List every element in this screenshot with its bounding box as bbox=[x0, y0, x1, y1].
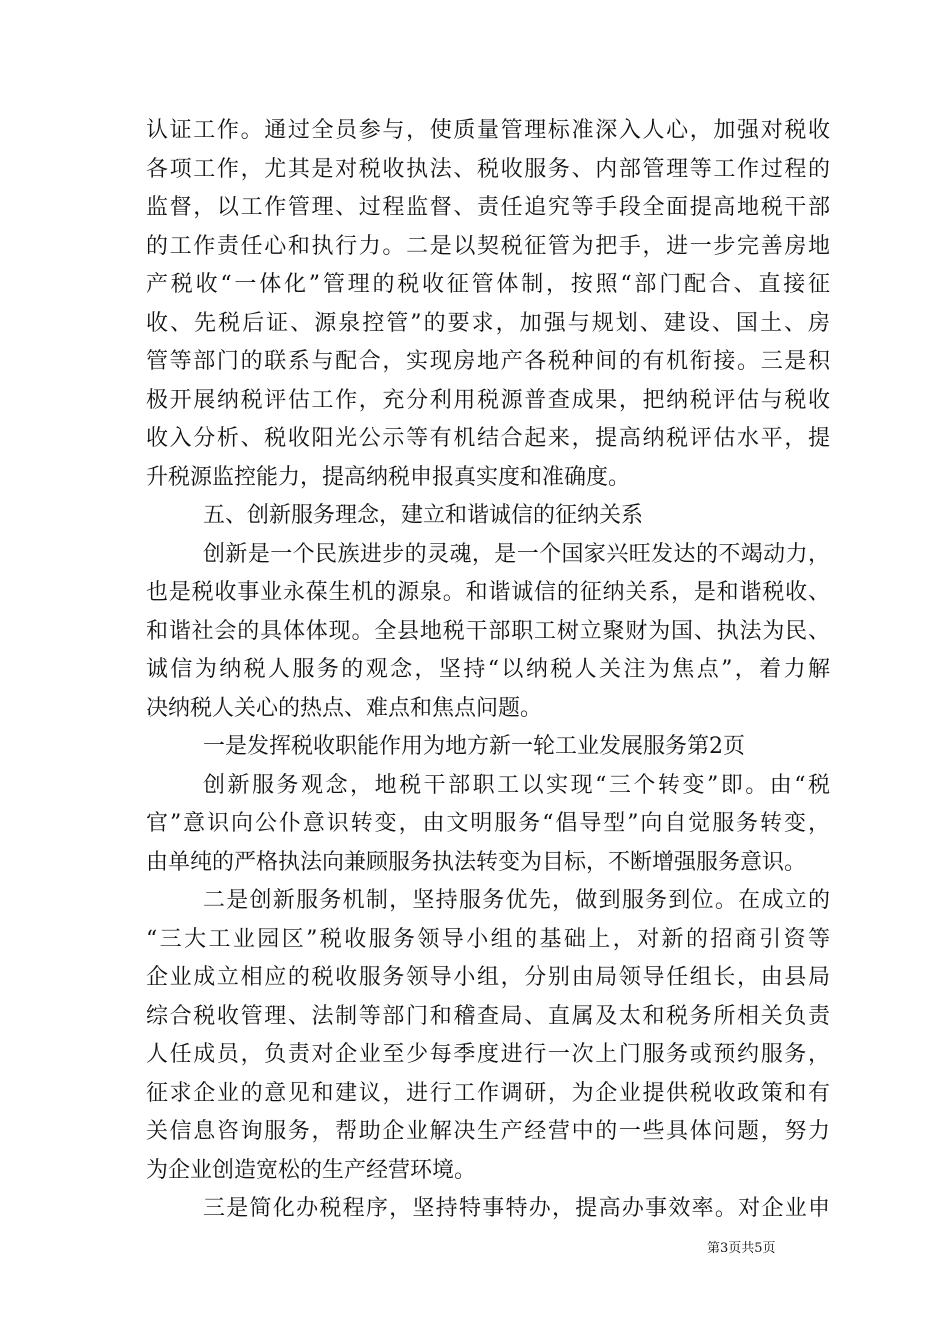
text-line: 收、先税后证、源泉控管”的要求，加强与规划、建设、国土、房 bbox=[146, 310, 830, 336]
text-line: 极开展纳税评估工作，充分利用税源普查成果，把纳税评估与税收 bbox=[146, 387, 830, 413]
text-line: 决纳税人关心的热点、难点和焦点问题。 bbox=[146, 695, 543, 721]
text-line: 监督，以工作管理、过程监督、责任追究等手段全面提高地税干部 bbox=[146, 195, 830, 220]
text-line: 人任成员，负责对企业至少每季度进行一次上门服务或预约服务， bbox=[146, 1042, 830, 1067]
text-line: 升税源监控能力，提高纳税申报真实度和准确度。 bbox=[146, 464, 631, 490]
section-heading: 五、创新服务理念，建立和谐诚信的征纳关系 bbox=[203, 503, 644, 528]
text-line: “三大工业园区”税收服务领导小组的基础上，对新的招商引资等 bbox=[146, 926, 830, 952]
text-line: 二是创新服务机制，坚持服务优先，做到服务到位。在成立的 bbox=[203, 888, 830, 913]
text-line: 关信息咨询服务，帮助企业解决生产经营中的一些具体问题，努力 bbox=[146, 1119, 830, 1144]
text-line: 管等部门的联系与配合，实现房地产各税种间的有机衔接。三是积 bbox=[146, 349, 830, 374]
text-line: 一是发挥税收职能作用为地方新一轮工业发展服务第2页 bbox=[203, 734, 745, 759]
text-line: 各项工作，尤其是对税收执法、税收服务、内部管理等工作过程的 bbox=[146, 156, 830, 182]
text-line: 官”意识向公仆意识转变，由文明服务“倡导型”向自觉服务转变， bbox=[146, 811, 830, 836]
text-line: 认证工作。通过全员参与，使质量管理标准深入人心，加强对税收 bbox=[146, 118, 830, 143]
text-line: 企业成立相应的税收服务领导小组，分别由局领导任组长，由县局 bbox=[146, 965, 830, 990]
text-line: 的工作责任心和执行力。二是以契税征管为把手，进一步完善房地 bbox=[146, 233, 830, 259]
text-line: 征求企业的意见和建议，进行工作调研，为企业提供税收政策和有 bbox=[146, 1080, 830, 1106]
text-line: 也是税收事业永葆生机的源泉。和谐诚信的征纳关系，是和谐税收、 bbox=[146, 580, 830, 605]
document-body bbox=[146, 112, 830, 1229]
text-line: 产税收“一体化”管理的税收征管体制，按照“部门配合、直接征 bbox=[146, 272, 830, 297]
text-line: 收入分析、税收阳光公示等有机结合起来，提高纳税评估水平，提 bbox=[146, 426, 830, 451]
text-line: 三是简化办税程序，坚持特事特办，提高办事效率。对企业申 bbox=[203, 1196, 830, 1221]
text-line: 创新服务观念，地税干部职工以实现“三个转变”即。由“税 bbox=[203, 772, 830, 798]
text-line: 诚信为纳税人服务的观念，坚持“以纳税人关注为焦点”，着力解 bbox=[146, 657, 830, 682]
page-number: 第3页共5页 bbox=[707, 1241, 776, 1256]
text-line: 由单纯的严格执法向兼顾服务执法转变为目标，不断增强服务意识。 bbox=[146, 849, 807, 875]
text-line: 综合税收管理、法制等部门和稽查局、直属及太和税务所相关负责 bbox=[146, 1003, 830, 1029]
text-line: 创新是一个民族进步的灵魂，是一个国家兴旺发达的不竭动力， bbox=[203, 541, 830, 567]
text-line: 为企业创造宽松的生产经营环境。 bbox=[146, 1157, 477, 1183]
text-line: 和谐社会的具体体现。全县地税干部职工树立聚财为国、执法为民、 bbox=[146, 618, 830, 644]
